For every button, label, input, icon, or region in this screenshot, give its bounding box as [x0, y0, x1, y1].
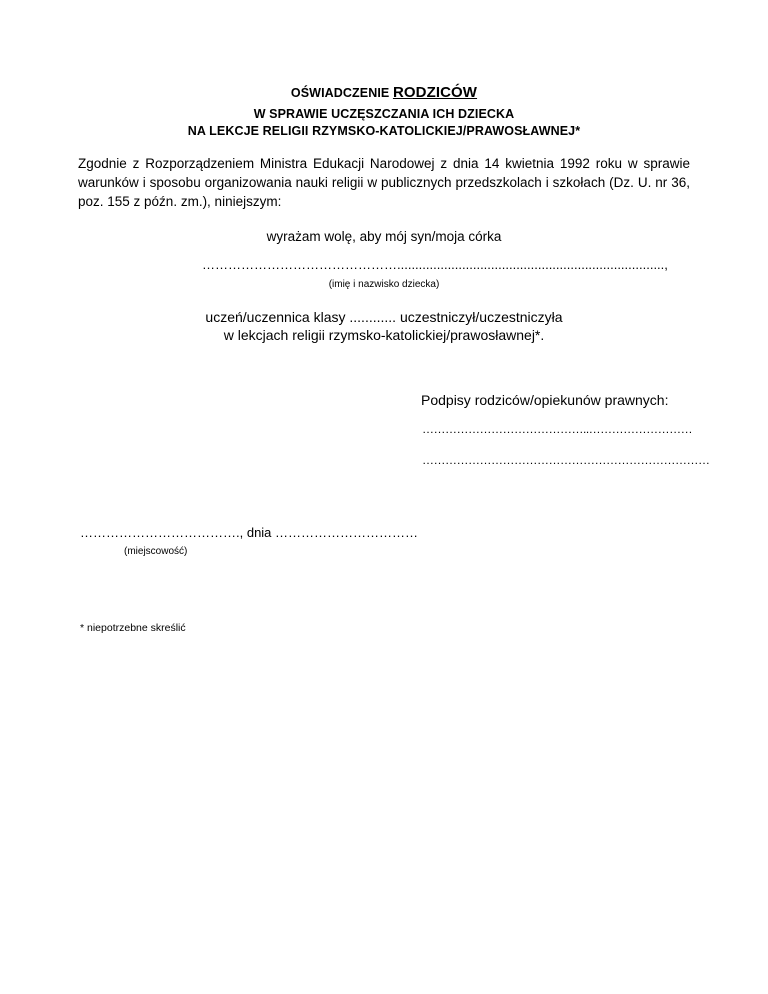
class-line: uczeń/uczennica klasy ............ uczestniczył/uczestniczyła	[205, 309, 563, 325]
place-date-field[interactable]: ………………………………., dnia ……………………………	[80, 525, 419, 540]
intro-paragraph: Zgodnie z Rozporządzeniem Ministra Edukacji Narodowej z dnia 14 kwietnia 1992 roku w sprawie warunków i sposobu organizowania nauki religii w publicznych przedszkolach i szkołach (Dz. U. nr 36, poz. 155 z późn. zm.), niniejszym:	[78, 156, 690, 209]
religion-line: w lekcjach religii rzymsko-katolickiej/prawosławnej*.	[223, 327, 545, 343]
title-prefix: OŚWIADCZENIE	[290, 86, 390, 100]
document-title	[0, 84, 768, 101]
signatures-label: Podpisy rodziców/opiekunów prawnych:	[421, 392, 669, 408]
title-line-2: W SPRAWIE UCZĘSZCZANIA ICH DZIECKA	[253, 107, 515, 121]
signature-field-2[interactable]: …………………………………………………………………	[422, 453, 710, 467]
declaration-line: wyrażam wolę, aby mój syn/moja córka	[266, 229, 502, 244]
place-caption: (miejscowość)	[124, 546, 188, 557]
child-name-caption: (imię i nazwisko dziecka)	[328, 279, 440, 290]
child-name-field[interactable]: ………………………………………..........................................................................,	[202, 257, 668, 272]
title-emphasis: RODZICÓW	[392, 84, 478, 101]
title-line-3: NA LEKCJE RELIGII RZYMSKO-KATOLICKIEJ/PRAWOSŁAWNEJ*	[187, 124, 581, 138]
footnote: * niepotrzebne skreślić	[80, 622, 186, 634]
signature-field-1[interactable]: ……………………………………..………………………	[422, 422, 693, 436]
